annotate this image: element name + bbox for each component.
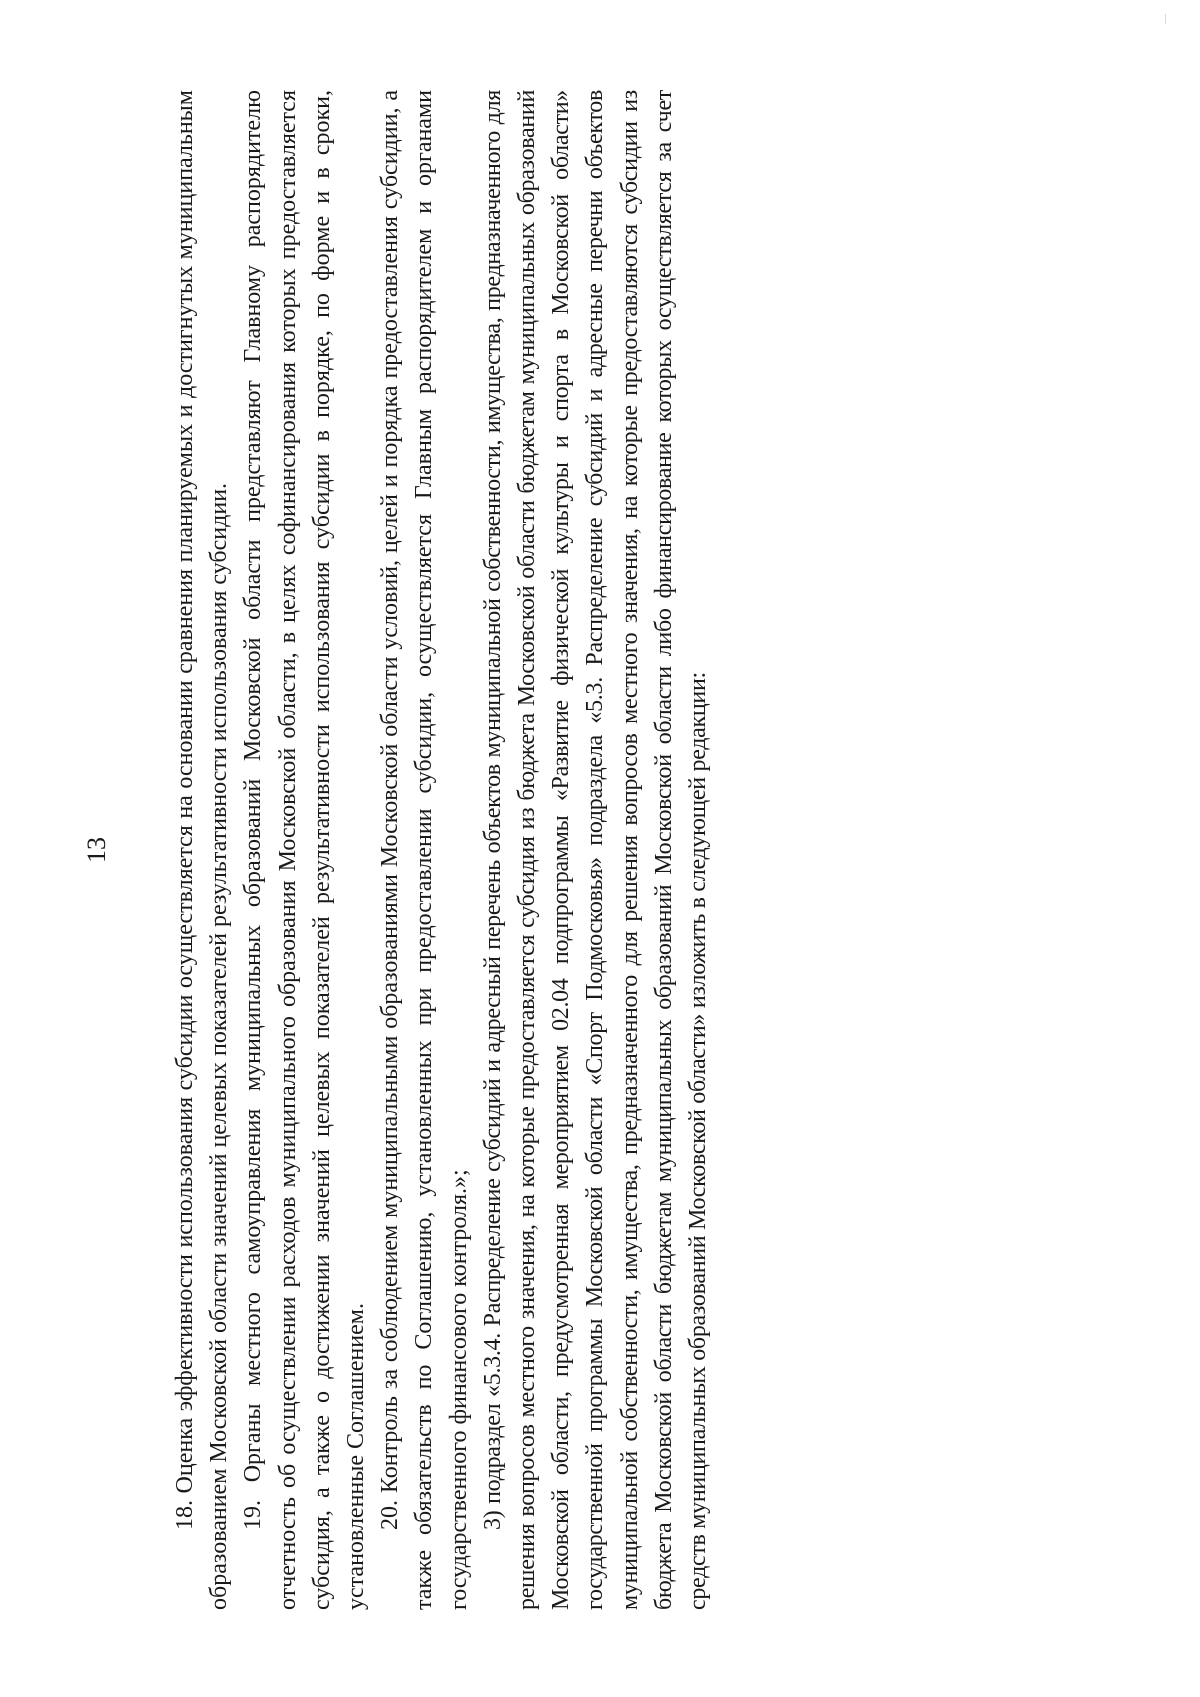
paragraph-subsection-3: 3) подраздел «5.3.4. Распределение субсидий и адресный перечень объектов муниципальной собственности, имущества, предназначенного для решения вопросов местного значения, на которые предоставляется субсидия из бюджета Московской области бюджетам муниципальных образований Московской области, предусмотренная мероприятием 02.04 подпрограммы «Развитие физической культуры и спорта в Московской области» государственной программы Московской области «Спорт Подмосковья» подраздела «5.3. Распределение субсидий и адресные перечни объектов муниципальной собственности, имущества, предназначенного для решения вопросов местного значения, на которые предоставляются субсидии из бюджета Московской области бюджетам муниципальных образований Московской области либо финансирование которых осуществляется за счет средств муниципальных образований Московской области» изложить в следующей редакции: <box>479 90 712 1610</box>
paragraph-19: 19. Органы местного самоуправления муниципальных образований Московской области представляют Главному распорядителю отчетность об осуществлении расходов муниципального образования Московской области, в целях софинансирования которых предоставляется субсидия, а также о достижении значений целевых показателей результативности использования субсидии в порядке, по форме и в сроки, установленные Соглашением. <box>240 90 370 1610</box>
document-page <box>82 90 870 1610</box>
page-number: 13 <box>82 837 111 863</box>
document-body <box>168 90 715 1610</box>
paragraph-20: 20. Контроль за соблюдением муниципальными образованиями Московской области условий, целей и порядка предоставления субсидии, а также обязательств по Соглашению, установленных при предоставлении субсидии, осуществляется Главным распорядителем и органами государственного финансового контроля.»; <box>377 90 472 1610</box>
paragraph-18: 18. Оценка эффективности использования субсидии осуществляется на основании сравнения планируемых и достигнутых муниципальным образованием Московской области значений целевых показателей результативности использования субсидии. <box>172 90 233 1610</box>
scan-mark <box>1165 14 1166 24</box>
